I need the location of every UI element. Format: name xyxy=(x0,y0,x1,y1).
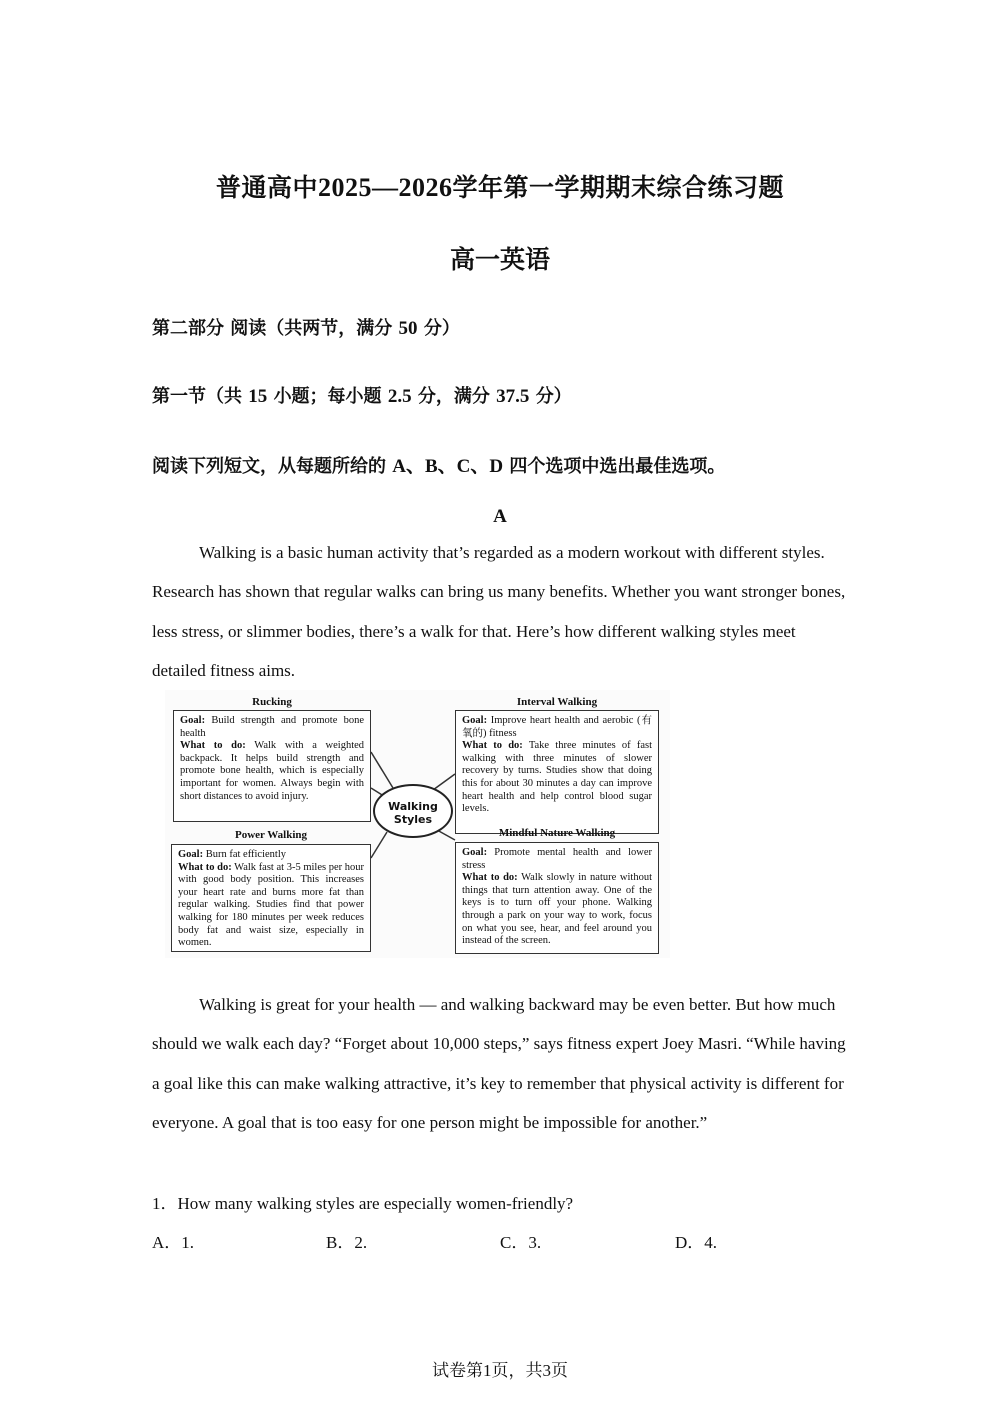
part-heading xyxy=(152,314,460,340)
power-goal: Burn fat efficiently xyxy=(205,849,286,860)
instruction xyxy=(152,451,725,478)
question-count: 15 xyxy=(248,386,268,407)
page-footer xyxy=(0,1356,1000,1381)
footer-mid: 页，共 xyxy=(491,1361,543,1381)
power-box xyxy=(171,844,371,952)
per-question-score: 2.5 xyxy=(387,386,412,407)
section-heading-suffix: 分） xyxy=(535,386,572,407)
passage-paragraph-1 xyxy=(152,533,852,690)
footer-total-pages: 3 xyxy=(542,1361,551,1380)
subject-title: 高一英语 xyxy=(449,245,550,274)
question-1-stem: 1．How many walking styles are especially women-friendly? xyxy=(152,1194,574,1213)
title-prefix: 普通高中 xyxy=(215,173,318,202)
power-title: Power Walking xyxy=(234,829,308,841)
interval-goal-label: Goal: xyxy=(462,715,488,726)
section-heading-mid1: 小题；每小题 xyxy=(273,386,382,407)
part-heading-suffix: 分） xyxy=(423,318,460,339)
part-heading-prefix: 第二部分 阅读（共两节，满分 xyxy=(152,318,393,339)
interval-what: Take three minutes of fast walking with three minutes of slower recovery by turns. Studies show that doing this for about 30 minutes a day can improve heart health and help control blood sugar levels. xyxy=(462,740,652,815)
mindful-what-label: What to do: xyxy=(462,872,518,884)
paragraph-1-text: Walking is a basic human activity that’s regarded as a modern workout with different styles. Research has shown that regular walks can bring us many benefits. Whether you want stronger bones, less stress, or slimmer bodies, there’s a walk for that. Here’s how different walking styles meet detailed fitness aims. xyxy=(152,543,846,680)
section-heading xyxy=(152,382,572,408)
paragraph-2-text: Walking is great for your health — and walking backward may be even better. But how much should we walk each day? “Forget about 10,000 steps,” says fitness expert Joey Masri. “While having a goal like this can make walking attractive, it’s key to remember that physical activity is different for everyone. A goal that is too easy for one person might be impossible for another.” xyxy=(152,995,846,1132)
part-score: 50 xyxy=(398,318,418,339)
rucking-box xyxy=(173,710,371,822)
section-total-score: 37.5 xyxy=(496,386,530,407)
interval-box xyxy=(455,710,659,834)
power-what-label: What to do: xyxy=(178,861,232,873)
interval-title: Interval Walking xyxy=(516,696,598,708)
hub-line-2: Styles xyxy=(393,813,433,826)
option-a[interactable]: A．1. xyxy=(152,1233,195,1252)
mindful-title: Mindful Nature Walking xyxy=(498,827,616,839)
instruction-prefix: 阅读下列短文，从每题所给的 xyxy=(152,456,386,477)
option-b[interactable]: B．2. xyxy=(326,1233,368,1252)
mindful-goal-label: Goal: xyxy=(462,847,488,858)
rucking-title: Rucking xyxy=(252,696,292,708)
footer-prefix: 试卷第 xyxy=(432,1361,483,1381)
mindful-box xyxy=(455,842,659,954)
rucking-what: Walk with a weighted backpack. It helps build strength and promote bone health, which is especially important for women. Always begin with short distances to avoid injury. xyxy=(180,740,365,802)
instruction-suffix: 四个选项中选出最佳选项。 xyxy=(509,456,726,477)
section-heading-mid2: 分，满分 xyxy=(417,386,490,407)
instruction-letters: A、B、C、D xyxy=(392,456,504,477)
passage-label: A xyxy=(493,506,507,527)
mindful-goal: Promote mental health and lower stress xyxy=(462,847,652,871)
exam-title xyxy=(0,168,1000,204)
power-what: Walk fast at 3-5 miles per hour with good body position. This increases your heart rate and burns more fat than regular walking. Studies find that power walking for 180 minutes per week reduces body fat and waist size, especially in women. xyxy=(178,861,365,949)
interval-goal: Improve heart health and aerobic (有氧的) fitness xyxy=(462,715,652,739)
interval-what-label: What to do: xyxy=(462,740,523,752)
title-years: 2025—2026 xyxy=(318,173,453,202)
rucking-what-label: What to do: xyxy=(180,740,246,752)
passage-paragraph-2 xyxy=(152,985,852,1142)
hub-line-1: Walking xyxy=(388,800,438,813)
walking-styles-figure xyxy=(165,690,670,958)
footer-suffix: 页 xyxy=(551,1361,568,1381)
rucking-goal: Build strength and promote bone health xyxy=(180,715,364,739)
power-goal-label: Goal: xyxy=(178,849,204,860)
walking-styles-hub xyxy=(373,784,453,838)
footer-page-number: 1 xyxy=(483,1361,492,1380)
option-d[interactable]: D．4. xyxy=(675,1233,718,1252)
title-suffix: 学年第一学期期末综合练习题 xyxy=(452,173,785,202)
mindful-what: Walk slowly in nature without things that turn attention away. One of the keys is to turn off your phone. Walking through a park on your way to work, focus on what you see, hear, and feel around you instead of the screen. xyxy=(462,872,652,947)
section-heading-prefix: 第一节（共 xyxy=(152,386,242,407)
rucking-goal-label: Goal: xyxy=(180,715,206,726)
option-c[interactable]: C．3. xyxy=(500,1233,542,1252)
